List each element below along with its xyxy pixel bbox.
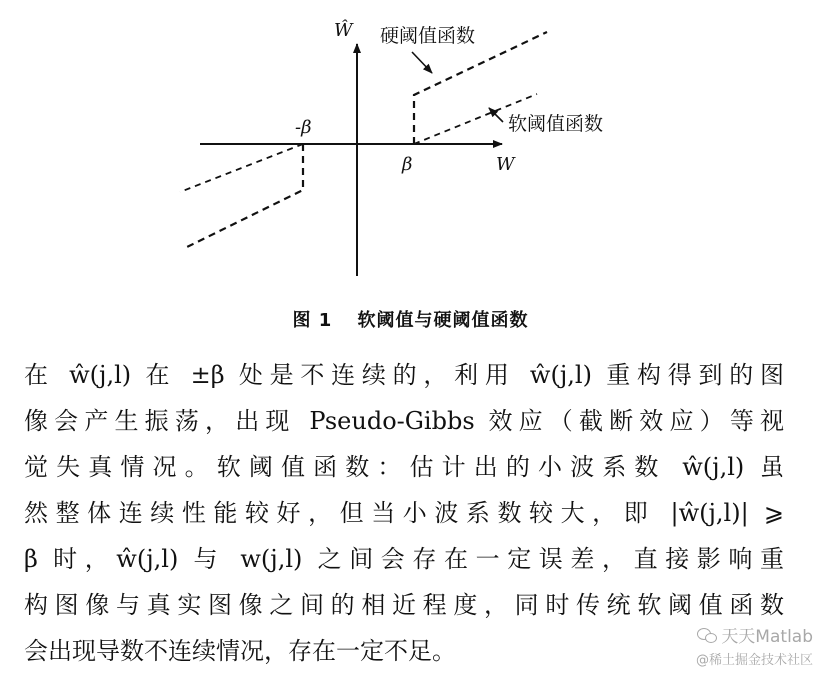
x-axis-label: W	[496, 154, 515, 175]
y-axis-label: Ŵ	[334, 20, 353, 41]
figure-title: 软阈值与硬阈值函数	[357, 310, 529, 331]
wechat-icon	[697, 627, 717, 643]
watermark-account: 天天Matlab	[721, 627, 813, 647]
soft-threshold-curve-negative	[180, 144, 303, 192]
hard-threshold-pointer	[412, 52, 432, 73]
paragraph-line: 然整体连续性能较好，但当小波系数较大，即 |ŵ(j,l)| ⩾	[24, 499, 784, 527]
paragraph-line: 像会产生振荡，出现 Pseudo-Gibbs 效应（截断效应）等视	[24, 407, 784, 435]
body-paragraph	[24, 352, 784, 674]
watermark	[696, 622, 813, 668]
paragraph-line: 会出现导数不连续情况，存在一定不足。	[24, 637, 456, 665]
hard-threshold-curve-negative	[185, 144, 303, 248]
threshold-function-figure	[0, 0, 821, 300]
watermark-site: @稀土掘金技术社区	[695, 653, 813, 668]
figure-number: 图 1	[292, 310, 333, 331]
paragraph-line: β 时，ŵ(j,l) 与 w(j,l) 之间会存在一定误差，直接影响重	[24, 545, 784, 573]
neg-beta-label: -β	[295, 117, 312, 138]
pos-beta-label: β	[402, 154, 413, 175]
soft-threshold-label: 软阈值函数	[508, 113, 604, 135]
figure-caption	[0, 306, 821, 332]
paragraph-line: 觉失真情况。软阈值函数：估计出的小波系数 ŵ(j,l) 虽	[24, 453, 784, 481]
paragraph-line: 构图像与真实图像之间的相近程度，同时传统软阈值函数	[24, 591, 784, 619]
paragraph-line: 在 ŵ(j,l) 在 ±β 处是不连续的，利用 ŵ(j,l) 重构得到的图	[24, 361, 784, 389]
hard-threshold-label: 硬阈值函数	[380, 25, 476, 47]
